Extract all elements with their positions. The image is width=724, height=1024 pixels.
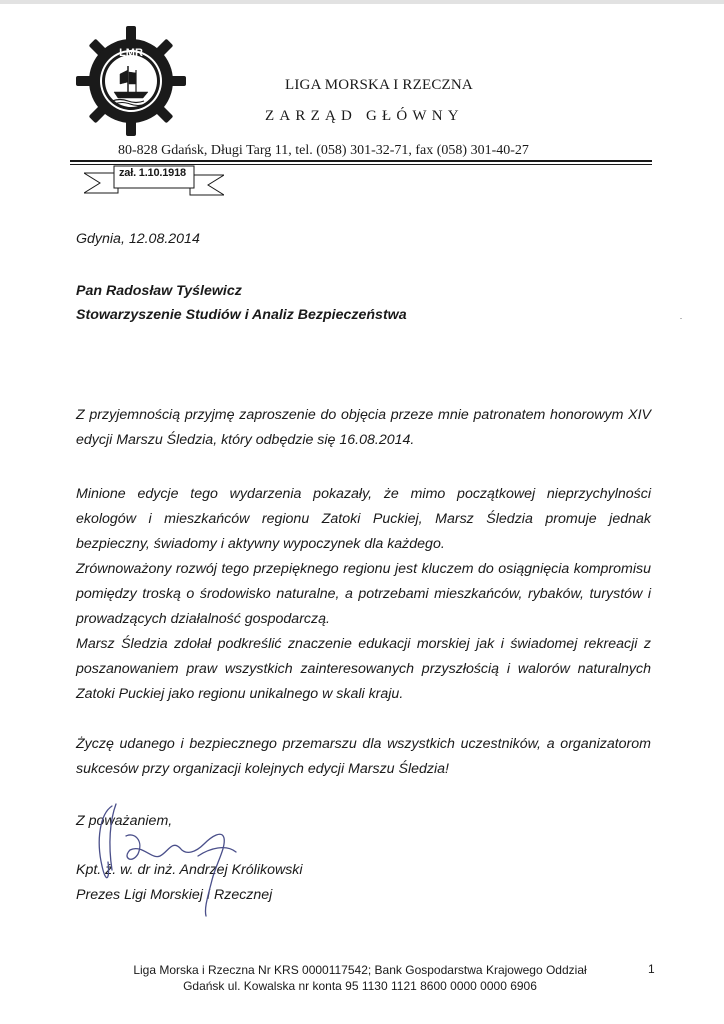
letterhead-rule <box>70 160 652 162</box>
logo-lettering: LMR <box>119 47 143 59</box>
footer-line: Gdańsk ul. Kowalska nr konta 95 1130 1121 8600 0000 0000 6906 <box>183 979 537 993</box>
handwritten-signature <box>86 800 266 920</box>
letter-paragraph: Z przyjemnością przyjmę zaproszenie do objęcia przeze mnie patronatem honorowym XIV edycji Marszu Śledzia, który odbędzie się 16.08.2014. <box>76 407 651 448</box>
footer-line: Liga Morska i Rzeczna Nr KRS 0000117542; Bank Gospodarstwa Krajowego Oddział <box>133 963 587 977</box>
board-name: ZARZĄD GŁÓWNY <box>265 108 464 124</box>
scan-speck <box>680 318 682 319</box>
signer-name: Kpt. ż. w. dr inż. Andrzej Królikowski <box>76 862 303 878</box>
recipient-organization: Stowarzyszenie Studiów i Analiz Bezpieczeństwa <box>76 307 407 323</box>
signer-title: Prezes Ligi Morskiej i Rzecznej <box>76 887 273 903</box>
letter-footer <box>80 962 640 994</box>
closing-salutation: Z poważaniem, <box>76 813 173 829</box>
page-number: 1 <box>648 962 655 976</box>
letter-paragraph: Minione edycje tego wydarzenia pokazały, że mimo początkowej nieprzychylności ekologów i mieszkańców regionu Zatoki Puckiej, Marsz Śledzia promuje jednak bezpieczny, świadomy i aktywny wypoczynek dla każdego. <box>76 486 651 552</box>
organization-name: LIGA MORSKA I RZECZNA <box>285 77 473 93</box>
letter-paragraph: Życzę udanego i bezpiecznego przemarszu dla wszystkich uczestników, a organizatorom sukcesów przy organizacji kolejnych edycji Marszu Śledzia! <box>76 736 651 777</box>
letter-paragraph: Marsz Śledzia zdołał podkreślić znaczenie edukacji morskiej jak i świadomej rekreacji z poszanowaniem praw wszystkich zainteresowanych przyszłością i walorów naturalnych Zatoki Puckiej jako regionu unikalnego w skali kraju. <box>76 636 651 702</box>
letter-paragraph: Zrównoważony rozwój tego przepięknego regionu jest kluczem do osiągnięcia kompromisu pomiędzy troską o środowisko naturalne, a potrzebami mieszkańców, rybaków, turystów i prowadzących działalność gospodarczą. <box>76 561 651 627</box>
organization-address: 80-828 Gdańsk, Długi Targ 11, tel. (058) 301-32-71, fax (058) 301-40-27 <box>118 143 529 158</box>
place-date: Gdynia, 12.08.2014 <box>76 231 200 247</box>
ship-wheel-logo <box>76 26 186 136</box>
recipient-name: Pan Radosław Tyślewicz <box>76 283 242 299</box>
founding-date: zał. 1.10.1918 <box>119 167 186 179</box>
scan-top-edge <box>0 0 724 4</box>
